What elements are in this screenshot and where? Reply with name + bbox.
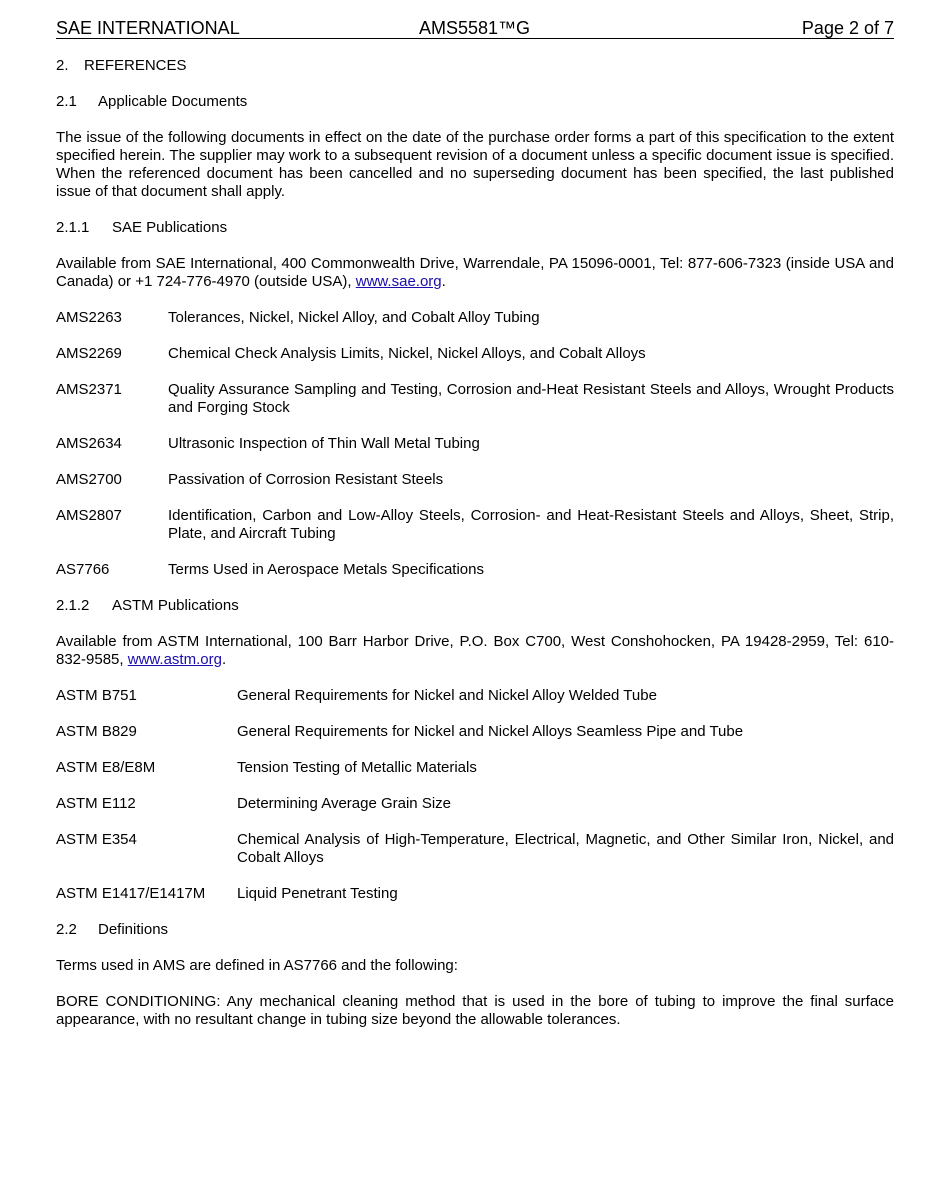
section-title: SAE Publications bbox=[112, 219, 228, 236]
page-header bbox=[56, 17, 894, 39]
section-title: ASTM Publications bbox=[112, 597, 239, 614]
reference-code: ASTM E1417/E1417M bbox=[56, 885, 206, 902]
reference-title: Chemical Check Analysis Limits, Nickel, Nickel Alloys, and Cobalt Alloys bbox=[168, 345, 646, 362]
section-2-2-heading bbox=[56, 921, 894, 939]
reference-title: Liquid Penetrant Testing bbox=[237, 885, 398, 902]
reference-code: AMS2807 bbox=[56, 507, 122, 524]
astm-availability-paragraph: Available from ASTM International, 100 Barr Harbor Drive, P.O. Box C700, West Conshohocken, PA 19428-2959, Tel: 610-832-9585, www.astm.org. bbox=[56, 633, 894, 668]
reference-row bbox=[56, 309, 894, 327]
section-2-1-1-heading bbox=[56, 219, 894, 237]
reference-title: Ultrasonic Inspection of Thin Wall Metal Tubing bbox=[168, 435, 480, 452]
reference-code: AMS2269 bbox=[56, 345, 122, 362]
availability-text: Available from ASTM International, 100 Barr Harbor Drive, P.O. Box C700, West Conshohocken, PA 19428-2959, Tel: 610-832-9585, bbox=[56, 633, 894, 668]
reference-code: ASTM E112 bbox=[56, 795, 136, 812]
reference-title: Identification, Carbon and Low-Alloy Steels, Corrosion- and Heat-Resistant Steels and Alloys, Sheet, Strip, Plate, and Aircraft Tubing bbox=[168, 507, 894, 542]
reference-row bbox=[56, 435, 894, 453]
header-doc-id: AMS5581™G bbox=[419, 18, 531, 38]
section-title: REFERENCES bbox=[84, 57, 187, 74]
section-number: 2.2 bbox=[56, 921, 77, 938]
header-page-number: Page 2 of 7 bbox=[801, 18, 894, 38]
section-2-1-2-heading bbox=[56, 597, 894, 615]
section-title: Definitions bbox=[98, 921, 169, 938]
reference-row bbox=[56, 345, 894, 363]
reference-code: ASTM E8/E8M bbox=[56, 759, 156, 776]
reference-row bbox=[56, 831, 894, 867]
reference-row bbox=[56, 723, 894, 741]
reference-title: Quality Assurance Sampling and Testing, Corrosion and-Heat Resistant Steels and Alloys, Wrought Products and Forging Stock bbox=[168, 381, 894, 416]
reference-title: Chemical Analysis of High-Temperature, Electrical, Magnetic, and Other Similar Iron, Nickel, and Cobalt Alloys bbox=[237, 831, 894, 866]
applicable-documents-paragraph: The issue of the following documents in effect on the date of the purchase order forms a part of this specification to the extent specified herein. The supplier may work to a subsequent revision of a document unless a specific document issue is specified. When the referenced document has been cancelled and no superseding document has been specified, the last published issue of that document shall apply. bbox=[56, 129, 894, 200]
definitions-intro: Terms used in AMS are defined in AS7766 and the following: bbox=[56, 957, 458, 974]
section-2-1-heading bbox=[56, 93, 894, 111]
reference-code: ASTM B751 bbox=[56, 687, 137, 704]
reference-code: ASTM B829 bbox=[56, 723, 137, 740]
reference-row bbox=[56, 507, 894, 543]
reference-code: AS7766 bbox=[56, 561, 110, 578]
reference-title: General Requirements for Nickel and Nickel Alloy Welded Tube bbox=[237, 687, 657, 704]
reference-title: Tension Testing of Metallic Materials bbox=[237, 759, 477, 776]
reference-code: AMS2371 bbox=[56, 381, 122, 398]
reference-code: ASTM E354 bbox=[56, 831, 137, 848]
reference-title: General Requirements for Nickel and Nickel Alloys Seamless Pipe and Tube bbox=[237, 723, 744, 740]
sae-reference-list bbox=[56, 309, 894, 579]
section-number: 2.1.1 bbox=[56, 219, 90, 236]
reference-row bbox=[56, 795, 894, 813]
sae-website-link[interactable]: www.sae.org bbox=[355, 273, 442, 290]
availability-text: Available from SAE International, 400 Commonwealth Drive, Warrendale, PA 15096-0001, Tel: 877-606-7323 (inside USA and Canada) or +1 724-776-4970 (outside USA), bbox=[56, 255, 894, 290]
reference-row bbox=[56, 471, 894, 489]
reference-title: Passivation of Corrosion Resistant Steels bbox=[168, 471, 444, 488]
reference-row bbox=[56, 885, 894, 903]
section-number: 2. bbox=[56, 57, 69, 74]
reference-row bbox=[56, 759, 894, 777]
reference-title: Tolerances, Nickel, Nickel Alloy, and Cobalt Alloy Tubing bbox=[168, 309, 540, 326]
astm-reference-list bbox=[56, 687, 894, 903]
section-title: Applicable Documents bbox=[98, 93, 248, 110]
reference-code: AMS2263 bbox=[56, 309, 122, 326]
header-org: SAE INTERNATIONAL bbox=[56, 18, 240, 38]
reference-title: Terms Used in Aerospace Metals Specifications bbox=[168, 561, 484, 578]
reference-row bbox=[56, 687, 894, 705]
bore-conditioning-definition: BORE CONDITIONING: Any mechanical cleaning method that is used in the bore of tubing to improve the final surface appearance, with no resultant change in tubing size beyond the allowable tolerances. bbox=[56, 993, 894, 1028]
reference-row bbox=[56, 561, 894, 579]
reference-code: AMS2700 bbox=[56, 471, 122, 488]
section-number: 2.1 bbox=[56, 93, 77, 110]
sae-availability-paragraph: Available from SAE International, 400 Commonwealth Drive, Warrendale, PA 15096-0001, Tel: 877-606-7323 (inside USA and Canada) or +1 724-776-4970 (outside USA), www.sae.org. bbox=[56, 255, 894, 290]
page-content bbox=[56, 57, 894, 1047]
reference-title: Determining Average Grain Size bbox=[237, 795, 451, 812]
reference-code: AMS2634 bbox=[56, 435, 122, 452]
section-number: 2.1.2 bbox=[56, 597, 90, 614]
reference-row bbox=[56, 381, 894, 417]
section-2-heading bbox=[56, 57, 894, 75]
astm-website-link[interactable]: www.astm.org bbox=[127, 651, 222, 668]
